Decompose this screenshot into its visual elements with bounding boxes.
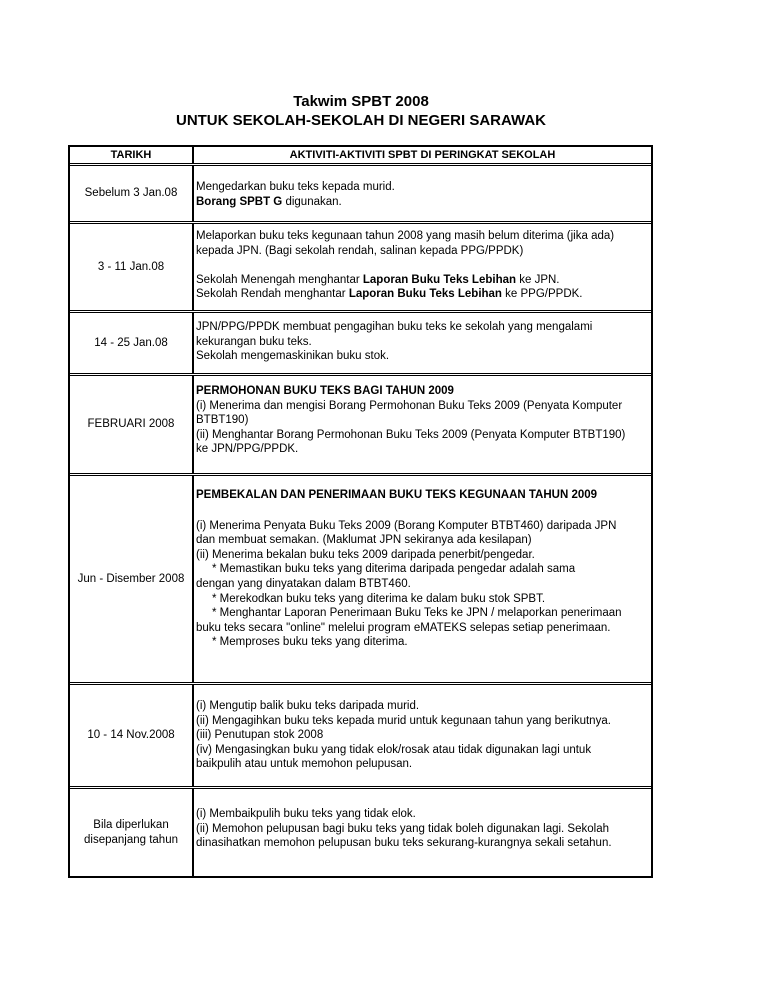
table-header <box>70 147 651 166</box>
row-activity <box>192 789 651 876</box>
activity-line: * Memastikan buku teks yang diterima daripada pengedar adalah sama <box>212 563 576 576</box>
table-row <box>70 685 651 789</box>
row-date: 14 - 25 Jan.08 <box>94 336 168 349</box>
activity-line: kepada JPN. (Bagi sekolah rendah, salinan kepada PPG/PPDK) <box>196 244 524 257</box>
activity-line: (ii) Menghantar Borang Permohonan Buku Teks 2009 (Penyata Komputer BTBT190) <box>196 428 626 441</box>
header-date: TARIKH <box>110 149 152 161</box>
activity-text: ke JPN. <box>516 273 560 286</box>
row-date: Jun - Disember 2008 <box>77 572 185 585</box>
activity-line <box>196 273 649 288</box>
activity-line: BTBT190) <box>196 414 249 427</box>
table-row <box>70 224 651 313</box>
form-name: Borang SPBT G <box>196 195 283 208</box>
table-row <box>70 476 651 685</box>
row-date <box>70 789 192 876</box>
activity-line: (i) Menerima dan mengisi Borang Permohonan Buku Teks 2009 (Penyata Komputer <box>196 399 623 412</box>
row-date: FEBRUARI 2008 <box>87 418 175 430</box>
activity-line: Melaporkan buku teks kegunaan tahun 2008 yang masih belum diterima (jika ada) <box>196 230 615 242</box>
activity-text: Sekolah Rendah menghantar <box>196 288 349 301</box>
activity-line: Mengedarkan buku teks kepada murid. <box>196 181 395 193</box>
table-row <box>70 376 651 476</box>
activity-line: (ii) Menerima bekalan buku teks 2009 daripada penerbit/pengedar. <box>196 548 535 561</box>
activity-line: buku teks secara "online" melelui program eMATEKS selepas setiap penerimaan. <box>196 621 611 634</box>
schedule-table <box>68 145 653 878</box>
row-date: 10 - 14 Nov.2008 <box>87 729 175 741</box>
table-row <box>70 789 651 876</box>
row-activity <box>192 224 651 310</box>
activity-line: JPN/PPG/PPDK membuat pengagihan buku teks ke sekolah yang mengalami <box>196 321 593 333</box>
activity-text: ke PPG/PPDK. <box>501 288 583 301</box>
row-activity <box>192 476 651 682</box>
activity-line: (ii) Memohon pelupusan bagi buku teks yang tidak boleh digunakan lagi. Sekolah <box>196 822 609 835</box>
activity-line: ke JPN/PPG/PPDK. <box>196 443 299 456</box>
activity-line: (i) Membaikpulih buku teks yang tidak elok. <box>196 808 416 820</box>
date-line: Bila diperlukan <box>93 818 169 831</box>
activity-line: dinasihatkan memohon pelupusan buku teks sekurang-kurangnya sekali setahun. <box>196 837 612 850</box>
activity-line: (iv) Mengasingkan buku yang tidak elok/rosak atau tidak digunakan lagi untuk <box>196 743 592 756</box>
activity-line: baikpulih atau untuk memohon pelupusan. <box>196 758 413 771</box>
activity-line: * Menghantar Laporan Penerimaan Buku Teks ke JPN / melaporkan penerimaan <box>212 607 622 620</box>
report-name: Laporan Buku Teks Lebihan <box>362 273 517 286</box>
row-activity <box>192 376 651 473</box>
activity-line: Sekolah mengemaskinikan buku stok. <box>196 350 390 363</box>
date-line: disepanjang tahun <box>84 833 178 846</box>
activity-line: * Memproses buku teks yang diterima. <box>212 636 408 649</box>
activity-text: Sekolah Menengah menghantar <box>196 273 363 286</box>
activity-line: (ii) Mengagihkan buku teks kepada murid untuk kegunaan tahun yang berikutnya. <box>196 714 611 727</box>
section-heading: PEMBEKALAN DAN PENERIMAAN BUKU TEKS KEGUNAAN TAHUN 2009 <box>196 489 598 501</box>
table-row <box>70 313 651 376</box>
page-title: Takwim SPBT 2008 <box>293 93 429 110</box>
activity-line <box>196 195 649 210</box>
row-date: Sebelum 3 Jan.08 <box>84 187 178 199</box>
section-heading: PERMOHONAN BUKU TEKS BAGI TAHUN 2009 <box>196 385 454 397</box>
activity-line: dan membuat semakan. (Maklumat JPN sekiranya ada kesilapan) <box>196 534 532 547</box>
activity-line: (i) Mengutip balik buku teks daripada murid. <box>196 700 420 712</box>
row-activity <box>192 166 651 221</box>
header-activity: AKTIVITI-AKTIVITI SPBT DI PERINGKAT SEKOLAH <box>192 147 651 163</box>
activity-line: (iii) Penutupan stok 2008 <box>196 729 324 742</box>
table-row <box>70 166 651 224</box>
row-activity <box>192 313 651 373</box>
activity-line: dengan yang dinyatakan dalam BTBT460. <box>196 577 411 590</box>
activity-line <box>196 287 649 302</box>
row-date: 3 - 11 Jan.08 <box>97 260 165 273</box>
activity-text: digunakan. <box>282 195 342 208</box>
page-subtitle: UNTUK SEKOLAH-SEKOLAH DI NEGERI SARAWAK <box>175 112 546 129</box>
report-name: Laporan Buku Teks Lebihan <box>348 288 502 301</box>
activity-line: (i) Menerima Penyata Buku Teks 2009 (Borang Komputer BTBT460) daripada JPN <box>196 519 617 532</box>
row-activity <box>192 685 651 786</box>
activity-line: kekurangan buku teks. <box>196 335 312 348</box>
activity-line: * Merekodkan buku teks yang diterima ke dalam buku stok SPBT. <box>212 592 546 605</box>
